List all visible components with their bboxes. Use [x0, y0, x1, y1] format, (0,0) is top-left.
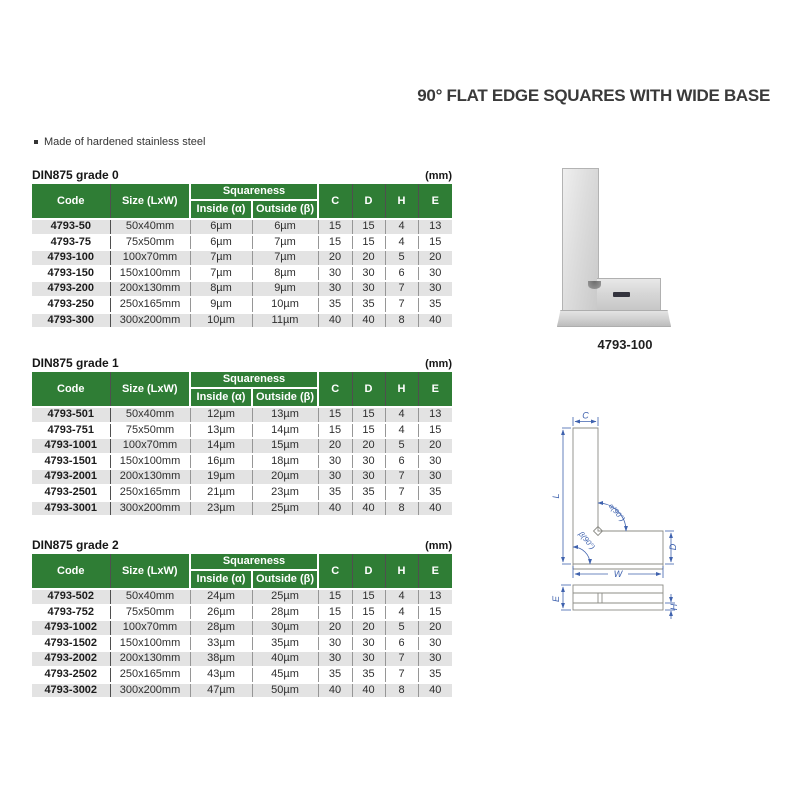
table-cell: 4	[385, 605, 418, 621]
unit-label: (mm)	[425, 170, 452, 182]
dim-beta	[573, 529, 597, 564]
dim-label-c: C	[582, 410, 589, 421]
table-cell: 40	[418, 501, 452, 516]
table-cell: 15	[318, 589, 352, 605]
table-cell: 30	[418, 266, 452, 282]
col-header-squareness: Squareness	[190, 372, 318, 388]
table-row	[32, 636, 452, 652]
product-caption: 4793-100	[597, 337, 653, 352]
table-cell: 4	[385, 219, 418, 235]
table-row	[32, 683, 452, 698]
table-cell: 15	[418, 235, 452, 251]
table-title: DIN875 grade 0	[32, 168, 119, 182]
cell-code: 4793-250	[32, 297, 110, 313]
dim-W	[573, 566, 663, 579]
table-cell: 30	[318, 281, 352, 297]
table-cell: 25µm	[252, 589, 318, 605]
table-cell: 7µm	[190, 250, 252, 266]
table-row	[32, 501, 452, 516]
table-cell: 24µm	[190, 589, 252, 605]
table-cell: 40	[418, 313, 452, 328]
table-cell: 7	[385, 667, 418, 683]
table-cell: 15	[318, 605, 352, 621]
col-header-outside: Outside (β)	[252, 200, 318, 219]
table-cell: 30	[352, 651, 385, 667]
table-cell: 8	[385, 501, 418, 516]
table-cell: 8µm	[190, 281, 252, 297]
table-header	[32, 554, 452, 589]
table-cell: 30	[352, 636, 385, 652]
cell-code: 4793-150	[32, 266, 110, 282]
table-cell: 28µm	[190, 620, 252, 636]
table-cell: 35	[318, 667, 352, 683]
table-cell: 35	[418, 297, 452, 313]
table-cell: 30	[318, 266, 352, 282]
table-cell: 7	[385, 651, 418, 667]
cell-code: 4793-501	[32, 407, 110, 423]
col-header-c: C	[318, 554, 352, 589]
table-cell: 15µm	[252, 438, 318, 454]
cell-code: 4793-2001	[32, 469, 110, 485]
table-cell: 75x50mm	[110, 605, 190, 621]
table-cell: 20	[352, 250, 385, 266]
table-cell: 200x130mm	[110, 651, 190, 667]
table-cell: 16µm	[190, 454, 252, 470]
table-body	[32, 407, 452, 515]
table-cell: 26µm	[190, 605, 252, 621]
table-title: DIN875 grade 2	[32, 538, 119, 552]
col-header-outside: Outside (β)	[252, 570, 318, 589]
table-cell: 15	[318, 407, 352, 423]
table-row	[32, 235, 452, 251]
table-row	[32, 454, 452, 470]
table-row	[32, 313, 452, 328]
table-row	[32, 651, 452, 667]
table-cell: 10µm	[190, 313, 252, 328]
table-row	[32, 407, 452, 423]
table-cell: 25µm	[252, 501, 318, 516]
table-cell: 6µm	[190, 235, 252, 251]
table-cell: 35	[318, 297, 352, 313]
table-cell: 14µm	[252, 423, 318, 439]
cell-code: 4793-2002	[32, 651, 110, 667]
table-cell: 35	[352, 485, 385, 501]
table-cell: 150x100mm	[110, 454, 190, 470]
table-cell: 40	[318, 501, 352, 516]
table-cell: 30	[318, 636, 352, 652]
square-blade	[562, 168, 599, 311]
table-cell: 23µm	[190, 501, 252, 516]
table-cell: 9µm	[190, 297, 252, 313]
cell-code: 4793-100	[32, 250, 110, 266]
table-cell: 30	[318, 454, 352, 470]
table-cell: 100x70mm	[110, 438, 190, 454]
cell-code: 4793-200	[32, 281, 110, 297]
table-row	[32, 297, 452, 313]
table-cell: 15	[352, 219, 385, 235]
dim-L	[551, 428, 571, 564]
table-cell: 21µm	[190, 485, 252, 501]
table-cell: 30	[418, 636, 452, 652]
table-cell: 200x130mm	[110, 469, 190, 485]
table-cell: 75x50mm	[110, 235, 190, 251]
table-cell: 15	[352, 407, 385, 423]
table-cell: 8µm	[252, 266, 318, 282]
cell-code: 4793-3002	[32, 683, 110, 698]
table-cell: 35	[318, 485, 352, 501]
table-cell: 7µm	[252, 235, 318, 251]
table-cell: 18µm	[252, 454, 318, 470]
table-block-head	[32, 537, 452, 552]
cell-code: 4793-75	[32, 235, 110, 251]
table-cell: 4	[385, 407, 418, 423]
table-row	[32, 589, 452, 605]
table-cell: 15	[352, 423, 385, 439]
table-cell: 6	[385, 636, 418, 652]
table-cell: 7	[385, 281, 418, 297]
table-row	[32, 250, 452, 266]
col-header-inside: Inside (α)	[190, 200, 252, 219]
side-view-outline	[573, 585, 663, 610]
table-cell: 50µm	[252, 683, 318, 698]
col-header-c: C	[318, 184, 352, 219]
col-header-h: H	[385, 184, 418, 219]
table-cell: 40	[318, 313, 352, 328]
col-header-squareness: Squareness	[190, 554, 318, 570]
dim-E	[551, 585, 571, 610]
table-cell: 28µm	[252, 605, 318, 621]
table-cell: 20	[318, 438, 352, 454]
table-header	[32, 184, 452, 219]
table-cell: 40	[352, 501, 385, 516]
cell-code: 4793-1001	[32, 438, 110, 454]
table-body	[32, 589, 452, 697]
table-row	[32, 438, 452, 454]
table-cell: 6µm	[252, 219, 318, 235]
table-cell: 20	[418, 620, 452, 636]
col-header-inside: Inside (α)	[190, 570, 252, 589]
table-cell: 15	[318, 235, 352, 251]
table-cell: 13µm	[190, 423, 252, 439]
table-cell: 30µm	[252, 620, 318, 636]
col-header-e: E	[418, 372, 452, 407]
cell-code: 4793-50	[32, 219, 110, 235]
table-cell: 30	[418, 281, 452, 297]
table-cell: 20	[418, 438, 452, 454]
table-cell: 38µm	[190, 651, 252, 667]
cell-code: 4793-300	[32, 313, 110, 328]
table-row	[32, 667, 452, 683]
table-cell: 20	[352, 438, 385, 454]
table-cell: 5	[385, 250, 418, 266]
cell-code: 4793-2502	[32, 667, 110, 683]
table-cell: 20	[318, 250, 352, 266]
table-row	[32, 281, 452, 297]
table-cell: 15	[418, 423, 452, 439]
col-header-e: E	[418, 184, 452, 219]
dim-label-w: W	[613, 569, 623, 579]
table-cell: 30	[352, 281, 385, 297]
table-cell: 7	[385, 297, 418, 313]
table-cell: 13µm	[252, 407, 318, 423]
table-header	[32, 372, 452, 407]
square-bullet-icon	[34, 140, 38, 144]
table-cell: 15	[352, 605, 385, 621]
table-cell: 33µm	[190, 636, 252, 652]
col-header-h: H	[385, 554, 418, 589]
col-header-d: D	[352, 184, 385, 219]
table-row	[32, 485, 452, 501]
table-cell: 20	[352, 620, 385, 636]
table-cell: 4	[385, 589, 418, 605]
cell-code: 4793-2501	[32, 485, 110, 501]
front-view-outline	[573, 428, 663, 569]
cell-code: 4793-3001	[32, 501, 110, 516]
spec-table-grade1	[32, 372, 452, 515]
table-row	[32, 423, 452, 439]
table-cell: 150x100mm	[110, 636, 190, 652]
dim-D	[665, 531, 678, 564]
col-header-size: Size (LxW)	[110, 184, 190, 219]
table-cell: 30	[418, 469, 452, 485]
col-header-code: Code	[32, 372, 110, 407]
table-row	[32, 266, 452, 282]
table-cell: 40µm	[252, 651, 318, 667]
cell-code: 4793-1002	[32, 620, 110, 636]
col-header-inside: Inside (α)	[190, 388, 252, 407]
col-header-size: Size (LxW)	[110, 372, 190, 407]
table-row	[32, 620, 452, 636]
table-cell: 47µm	[190, 683, 252, 698]
unit-label: (mm)	[425, 358, 452, 370]
table-block-grade1	[32, 355, 452, 515]
table-cell: 35	[352, 667, 385, 683]
table-cell: 7	[385, 469, 418, 485]
spec-table-grade2	[32, 554, 452, 697]
table-cell: 4	[385, 423, 418, 439]
table-cell: 30	[318, 651, 352, 667]
table-cell: 15	[352, 235, 385, 251]
table-cell: 300x200mm	[110, 683, 190, 698]
table-cell: 100x70mm	[110, 620, 190, 636]
col-header-d: D	[352, 554, 385, 589]
square-wide-base	[557, 310, 671, 327]
table-cell: 30	[352, 454, 385, 470]
table-block-head	[32, 355, 452, 370]
table-cell: 20µm	[252, 469, 318, 485]
col-header-squareness: Squareness	[190, 184, 318, 200]
table-cell: 30	[352, 469, 385, 485]
dim-label-d: D	[668, 543, 678, 551]
table-cell: 23µm	[252, 485, 318, 501]
dim-C	[573, 411, 598, 427]
feature-bullet-line	[34, 136, 205, 148]
cell-code: 4793-1501	[32, 454, 110, 470]
table-cell: 8	[385, 313, 418, 328]
col-header-h: H	[385, 372, 418, 407]
table-cell: 6µm	[190, 219, 252, 235]
col-header-e: E	[418, 554, 452, 589]
table-cell: 150x100mm	[110, 266, 190, 282]
table-cell: 4	[385, 235, 418, 251]
table-cell: 11µm	[252, 313, 318, 328]
table-cell: 50x40mm	[110, 407, 190, 423]
table-row	[32, 605, 452, 621]
table-cell: 75x50mm	[110, 423, 190, 439]
table-cell: 300x200mm	[110, 313, 190, 328]
cell-code: 4793-752	[32, 605, 110, 621]
cell-code: 4793-751	[32, 423, 110, 439]
corner-notch	[588, 281, 601, 289]
table-cell: 7	[385, 485, 418, 501]
table-cell: 30	[418, 454, 452, 470]
unit-label: (mm)	[425, 540, 452, 552]
table-cell: 250x165mm	[110, 297, 190, 313]
table-title: DIN875 grade 1	[32, 356, 119, 370]
table-cell: 15	[318, 219, 352, 235]
dim-H	[665, 594, 679, 619]
table-cell: 6	[385, 454, 418, 470]
table-cell: 35	[352, 297, 385, 313]
dim-alpha	[598, 502, 627, 531]
table-cell: 200x130mm	[110, 281, 190, 297]
table-block-grade2	[32, 537, 452, 697]
dim-label-beta: β(90°)	[576, 529, 597, 552]
table-cell: 30	[352, 266, 385, 282]
dim-label-h: H	[669, 603, 679, 611]
table-cell: 30	[318, 469, 352, 485]
product-photo	[552, 162, 702, 334]
table-cell: 7µm	[190, 266, 252, 282]
table-cell: 9µm	[252, 281, 318, 297]
table-cell: 43µm	[190, 667, 252, 683]
table-cell: 8	[385, 683, 418, 698]
page-title: 90° FLAT EDGE SQUARES WITH WIDE BASE	[417, 86, 770, 105]
table-cell: 45µm	[252, 667, 318, 683]
table-cell: 20	[418, 250, 452, 266]
table-cell: 5	[385, 438, 418, 454]
table-cell: 50x40mm	[110, 589, 190, 605]
dim-label-e: E	[551, 595, 561, 603]
table-cell: 300x200mm	[110, 501, 190, 516]
table-cell: 19µm	[190, 469, 252, 485]
table-cell: 250x165mm	[110, 485, 190, 501]
table-cell: 20	[318, 620, 352, 636]
table-cell: 15	[418, 605, 452, 621]
table-cell: 15	[352, 589, 385, 605]
table-cell: 6	[385, 266, 418, 282]
table-cell: 15	[318, 423, 352, 439]
col-header-size: Size (LxW)	[110, 554, 190, 589]
feature-text: Made of hardened stainless steel	[44, 136, 206, 148]
col-header-c: C	[318, 372, 352, 407]
dimension-diagram	[545, 390, 705, 625]
table-cell: 10µm	[252, 297, 318, 313]
brand-logo	[613, 292, 630, 297]
table-cell: 13	[418, 407, 452, 423]
table-cell: 35µm	[252, 636, 318, 652]
table-cell: 7µm	[252, 250, 318, 266]
cell-code: 4793-1502	[32, 636, 110, 652]
spec-table-grade0	[32, 184, 452, 327]
col-header-outside: Outside (β)	[252, 388, 318, 407]
table-cell: 5	[385, 620, 418, 636]
table-row	[32, 219, 452, 235]
table-cell: 14µm	[190, 438, 252, 454]
table-cell: 30	[418, 651, 452, 667]
dim-label-l: L	[551, 493, 561, 499]
table-cell: 35	[418, 485, 452, 501]
table-block-head	[32, 167, 452, 182]
table-row	[32, 469, 452, 485]
table-block-grade0	[32, 167, 452, 327]
table-cell: 40	[352, 313, 385, 328]
table-cell: 50x40mm	[110, 219, 190, 235]
dim-label-alpha: α(90°)	[606, 501, 627, 524]
cell-code: 4793-502	[32, 589, 110, 605]
table-cell: 40	[318, 683, 352, 698]
table-cell: 13	[418, 589, 452, 605]
col-header-d: D	[352, 372, 385, 407]
table-cell: 250x165mm	[110, 667, 190, 683]
table-cell: 40	[418, 683, 452, 698]
table-cell: 100x70mm	[110, 250, 190, 266]
table-cell: 35	[418, 667, 452, 683]
table-cell: 13	[418, 219, 452, 235]
col-header-code: Code	[32, 184, 110, 219]
col-header-code: Code	[32, 554, 110, 589]
table-cell: 12µm	[190, 407, 252, 423]
table-cell: 40	[352, 683, 385, 698]
table-body	[32, 219, 452, 327]
